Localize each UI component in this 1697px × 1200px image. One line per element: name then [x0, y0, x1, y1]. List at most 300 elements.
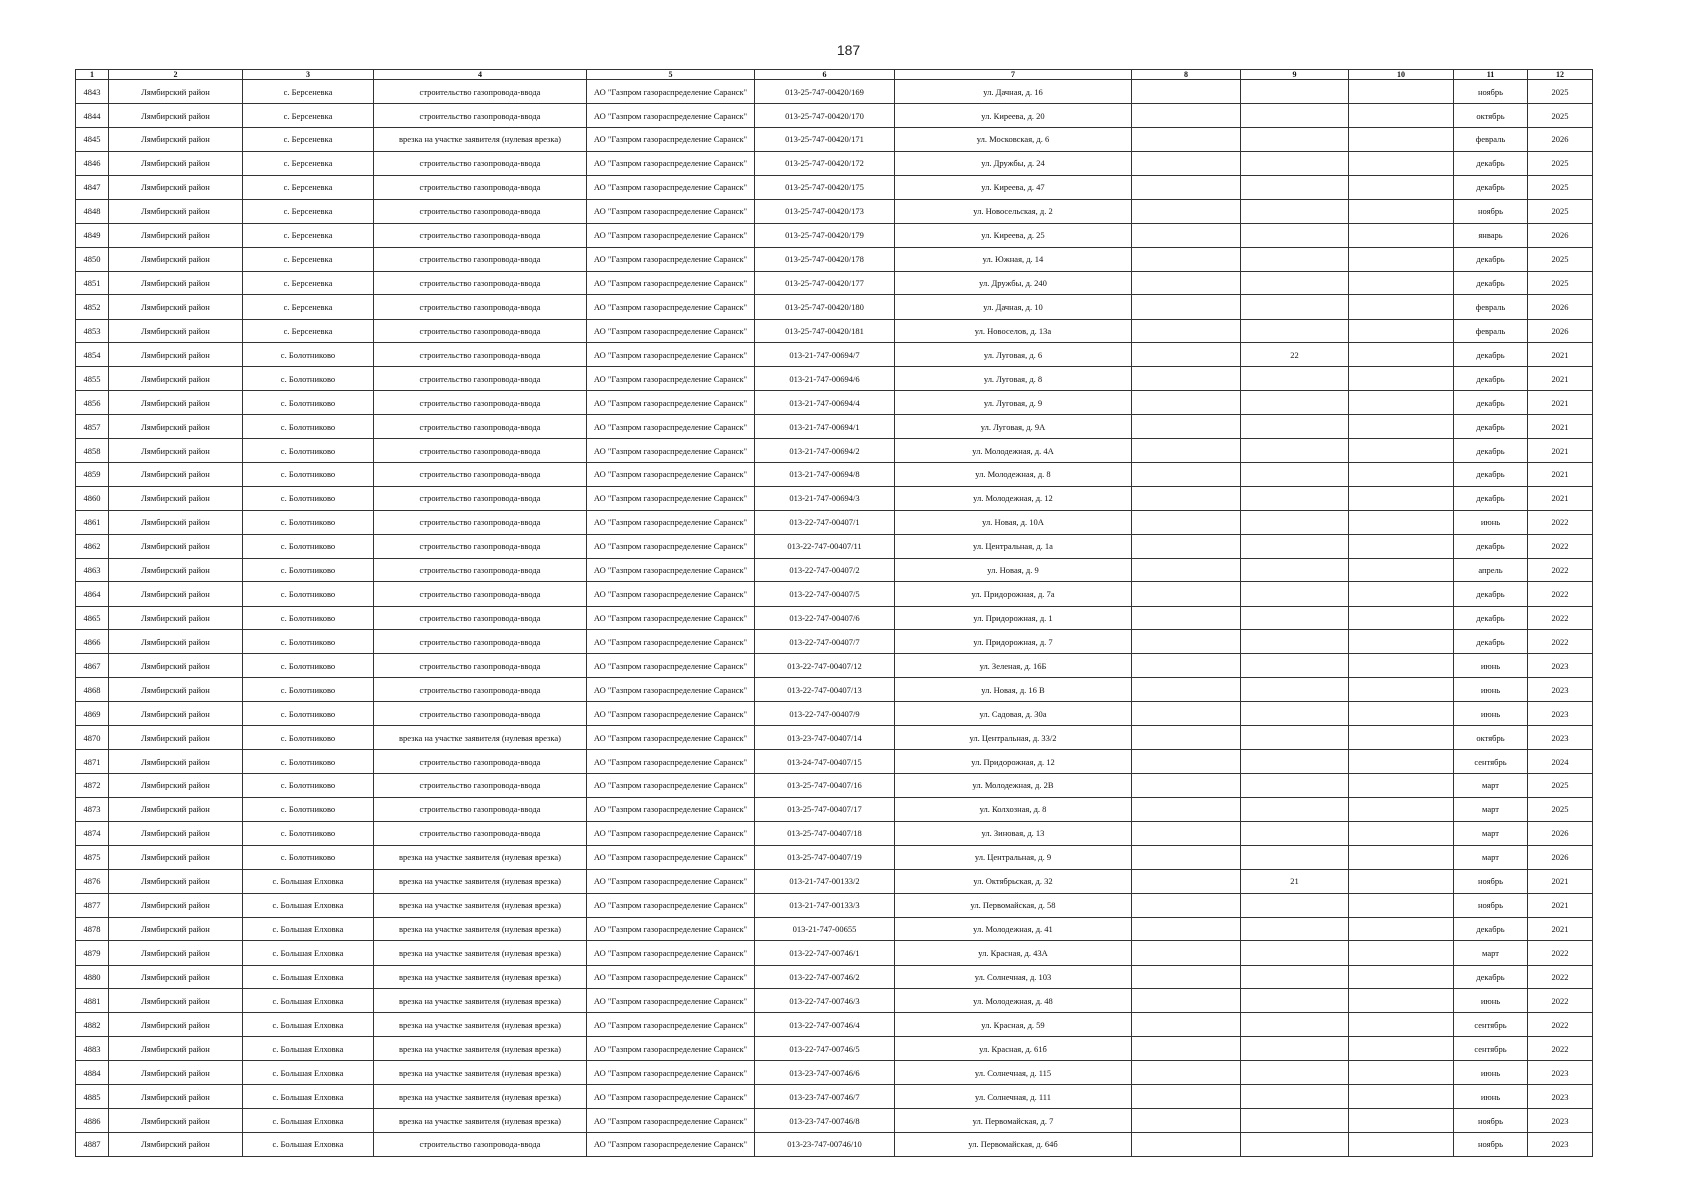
cell-contract-number: 013-25-747-00420/173	[755, 199, 895, 223]
cell-col-10	[1349, 151, 1454, 175]
cell-year: 2022	[1528, 965, 1593, 989]
cell-col-10	[1349, 1109, 1454, 1133]
cell-district: Лямбирский район	[109, 582, 243, 606]
cell-row-number: 4880	[76, 965, 109, 989]
cell-year: 2021	[1528, 486, 1593, 510]
cell-work-type: строительство газопровода-ввода	[374, 606, 587, 630]
cell-col-8	[1132, 989, 1241, 1013]
cell-contract-number: 013-23-747-00746/8	[755, 1109, 895, 1133]
cell-col-8	[1132, 893, 1241, 917]
cell-organization: АО "Газпром газораспределение Саранск"	[587, 463, 755, 487]
cell-district: Лямбирский район	[109, 295, 243, 319]
cell-district: Лямбирский район	[109, 558, 243, 582]
cell-year: 2022	[1528, 582, 1593, 606]
cell-col-10	[1349, 630, 1454, 654]
cell-organization: АО "Газпром газораспределение Саранск"	[587, 558, 755, 582]
cell-contract-number: 013-23-747-00746/6	[755, 1061, 895, 1085]
cell-month: март	[1454, 845, 1528, 869]
cell-settlement: с. Болотниково	[243, 702, 374, 726]
cell-settlement: с. Болотниково	[243, 822, 374, 846]
cell-year: 2025	[1528, 247, 1593, 271]
cell-col-8	[1132, 1013, 1241, 1037]
table-row	[76, 486, 1593, 510]
cell-col-9	[1241, 606, 1349, 630]
table-row	[76, 1037, 1593, 1061]
cell-settlement: с. Большая Елховка	[243, 1109, 374, 1133]
table-row	[76, 1061, 1593, 1085]
cell-contract-number: 013-22-747-00746/3	[755, 989, 895, 1013]
cell-month: декабрь	[1454, 391, 1528, 415]
cell-row-number: 4879	[76, 941, 109, 965]
cell-settlement: с. Болотниково	[243, 654, 374, 678]
cell-year: 2021	[1528, 438, 1593, 462]
cell-settlement: с. Берсеневка	[243, 151, 374, 175]
cell-settlement: с. Болотниково	[243, 678, 374, 702]
cell-col-10	[1349, 415, 1454, 439]
cell-work-type: врезка на участке заявителя (нулевая врезка)	[374, 869, 587, 893]
cell-organization: АО "Газпром газораспределение Саранск"	[587, 750, 755, 774]
cell-col-10	[1349, 558, 1454, 582]
cell-row-number: 4863	[76, 558, 109, 582]
cell-col-9	[1241, 774, 1349, 798]
cell-contract-number: 013-22-747-00746/1	[755, 941, 895, 965]
table-row	[76, 702, 1593, 726]
cell-contract-number: 013-22-747-00407/1	[755, 510, 895, 534]
cell-address: ул. Луговая, д. 9	[895, 391, 1132, 415]
cell-row-number: 4881	[76, 989, 109, 1013]
gasification-table-container	[75, 69, 1592, 1157]
cell-contract-number: 013-22-747-00746/4	[755, 1013, 895, 1037]
cell-month: март	[1454, 822, 1528, 846]
cell-district: Лямбирский район	[109, 606, 243, 630]
cell-row-number: 4856	[76, 391, 109, 415]
cell-col-8	[1132, 654, 1241, 678]
cell-address: ул. Колхозная, д. 8	[895, 797, 1132, 821]
cell-col-9	[1241, 438, 1349, 462]
cell-year: 2023	[1528, 702, 1593, 726]
cell-contract-number: 013-21-747-00694/1	[755, 415, 895, 439]
cell-col-9	[1241, 127, 1349, 151]
cell-address: ул. Зиновая, д. 13	[895, 822, 1132, 846]
cell-district: Лямбирский район	[109, 1109, 243, 1133]
cell-work-type: строительство газопровода-ввода	[374, 463, 587, 487]
cell-row-number: 4855	[76, 367, 109, 391]
cell-col-8	[1132, 1132, 1241, 1156]
cell-col-8	[1132, 319, 1241, 343]
cell-col-10	[1349, 678, 1454, 702]
cell-col-10	[1349, 104, 1454, 128]
cell-month: июнь	[1454, 654, 1528, 678]
cell-col-9	[1241, 199, 1349, 223]
cell-district: Лямбирский район	[109, 175, 243, 199]
cell-month: декабрь	[1454, 630, 1528, 654]
cell-row-number: 4865	[76, 606, 109, 630]
cell-work-type: строительство газопровода-ввода	[374, 104, 587, 128]
cell-year: 2025	[1528, 80, 1593, 104]
table-row	[76, 127, 1593, 151]
cell-organization: АО "Газпром газораспределение Саранск"	[587, 319, 755, 343]
cell-contract-number: 013-22-747-00407/6	[755, 606, 895, 630]
cell-address: ул. Солнечная, д. 115	[895, 1061, 1132, 1085]
cell-work-type: врезка на участке заявителя (нулевая врезка)	[374, 1109, 587, 1133]
cell-work-type: строительство газопровода-ввода	[374, 678, 587, 702]
cell-organization: АО "Газпром газораспределение Саранск"	[587, 893, 755, 917]
cell-work-type: строительство газопровода-ввода	[374, 295, 587, 319]
cell-contract-number: 013-22-747-00407/5	[755, 582, 895, 606]
cell-contract-number: 013-22-747-00407/2	[755, 558, 895, 582]
cell-contract-number: 013-25-747-00420/179	[755, 223, 895, 247]
cell-col-9	[1241, 582, 1349, 606]
cell-col-8	[1132, 104, 1241, 128]
cell-work-type: строительство газопровода-ввода	[374, 223, 587, 247]
cell-col-10	[1349, 1013, 1454, 1037]
cell-month: июнь	[1454, 1061, 1528, 1085]
cell-col-10	[1349, 774, 1454, 798]
cell-address: ул. Луговая, д. 6	[895, 343, 1132, 367]
cell-col-10	[1349, 702, 1454, 726]
cell-district: Лямбирский район	[109, 750, 243, 774]
cell-col-9	[1241, 391, 1349, 415]
cell-address: ул. Дачная, д. 10	[895, 295, 1132, 319]
cell-address: ул. Дружбы, д. 240	[895, 271, 1132, 295]
cell-contract-number: 013-23-747-00407/14	[755, 726, 895, 750]
cell-row-number: 4848	[76, 199, 109, 223]
cell-contract-number: 013-25-747-00420/169	[755, 80, 895, 104]
cell-row-number: 4850	[76, 247, 109, 271]
cell-organization: АО "Газпром газораспределение Саранск"	[587, 606, 755, 630]
cell-work-type: строительство газопровода-ввода	[374, 750, 587, 774]
cell-work-type: строительство газопровода-ввода	[374, 582, 587, 606]
cell-work-type: строительство газопровода-ввода	[374, 271, 587, 295]
cell-month: ноябрь	[1454, 80, 1528, 104]
cell-row-number: 4849	[76, 223, 109, 247]
cell-district: Лямбирский район	[109, 1084, 243, 1108]
cell-col-9	[1241, 630, 1349, 654]
cell-year: 2022	[1528, 534, 1593, 558]
cell-address: ул. Центральная, д. 1а	[895, 534, 1132, 558]
cell-col-8	[1132, 510, 1241, 534]
cell-row-number: 4867	[76, 654, 109, 678]
cell-year: 2021	[1528, 415, 1593, 439]
cell-col-10	[1349, 343, 1454, 367]
cell-district: Лямбирский район	[109, 127, 243, 151]
cell-settlement: с. Большая Елховка	[243, 1037, 374, 1061]
cell-col-9	[1241, 295, 1349, 319]
cell-col-9	[1241, 1061, 1349, 1085]
cell-district: Лямбирский район	[109, 654, 243, 678]
cell-address: ул. Первомайская, д. 7	[895, 1109, 1132, 1133]
cell-year: 2025	[1528, 271, 1593, 295]
cell-month: декабрь	[1454, 486, 1528, 510]
cell-organization: АО "Газпром газораспределение Саранск"	[587, 582, 755, 606]
cell-col-10	[1349, 534, 1454, 558]
cell-row-number: 4864	[76, 582, 109, 606]
cell-organization: АО "Газпром газораспределение Саранск"	[587, 869, 755, 893]
cell-row-number: 4871	[76, 750, 109, 774]
cell-row-number: 4878	[76, 917, 109, 941]
table-row	[76, 917, 1593, 941]
cell-contract-number: 013-25-747-00420/178	[755, 247, 895, 271]
cell-work-type: строительство газопровода-ввода	[374, 343, 587, 367]
cell-year: 2023	[1528, 654, 1593, 678]
cell-col-8	[1132, 199, 1241, 223]
cell-contract-number: 013-21-747-00694/4	[755, 391, 895, 415]
cell-address: ул. Солнечная, д. 111	[895, 1084, 1132, 1108]
cell-col-8	[1132, 343, 1241, 367]
gasification-table	[75, 69, 1593, 1157]
table-row	[76, 1013, 1593, 1037]
cell-settlement: с. Большая Елховка	[243, 869, 374, 893]
cell-contract-number: 013-25-747-00407/18	[755, 822, 895, 846]
cell-year: 2021	[1528, 367, 1593, 391]
cell-address: ул. Киреева, д. 25	[895, 223, 1132, 247]
cell-col-8	[1132, 247, 1241, 271]
cell-work-type: врезка на участке заявителя (нулевая врезка)	[374, 941, 587, 965]
cell-col-8	[1132, 822, 1241, 846]
cell-district: Лямбирский район	[109, 199, 243, 223]
cell-month: декабрь	[1454, 247, 1528, 271]
cell-col-8	[1132, 606, 1241, 630]
cell-col-8	[1132, 367, 1241, 391]
cell-district: Лямбирский район	[109, 726, 243, 750]
cell-row-number: 4866	[76, 630, 109, 654]
table-row	[76, 1109, 1593, 1133]
cell-work-type: строительство газопровода-ввода	[374, 630, 587, 654]
cell-address: ул. Придорожная, д. 7а	[895, 582, 1132, 606]
cell-work-type: строительство газопровода-ввода	[374, 510, 587, 534]
cell-col-9	[1241, 151, 1349, 175]
cell-organization: АО "Газпром газораспределение Саранск"	[587, 486, 755, 510]
cell-month: ноябрь	[1454, 893, 1528, 917]
cell-col-8	[1132, 295, 1241, 319]
cell-col-9	[1241, 415, 1349, 439]
cell-month: ноябрь	[1454, 1132, 1528, 1156]
cell-col-8	[1132, 774, 1241, 798]
cell-work-type: врезка на участке заявителя (нулевая врезка)	[374, 127, 587, 151]
cell-contract-number: 013-21-747-00694/6	[755, 367, 895, 391]
table-row	[76, 271, 1593, 295]
cell-month: октябрь	[1454, 726, 1528, 750]
cell-month: декабрь	[1454, 582, 1528, 606]
cell-settlement: с. Большая Елховка	[243, 941, 374, 965]
cell-work-type: строительство газопровода-ввода	[374, 438, 587, 462]
cell-settlement: с. Большая Елховка	[243, 965, 374, 989]
cell-contract-number: 013-23-747-00746/7	[755, 1084, 895, 1108]
cell-col-9	[1241, 558, 1349, 582]
cell-district: Лямбирский район	[109, 917, 243, 941]
cell-organization: АО "Газпром газораспределение Саранск"	[587, 127, 755, 151]
cell-col-9	[1241, 463, 1349, 487]
cell-organization: АО "Газпром газораспределение Саранск"	[587, 726, 755, 750]
cell-address: ул. Молодежная, д. 41	[895, 917, 1132, 941]
cell-organization: АО "Газпром газораспределение Саранск"	[587, 343, 755, 367]
cell-year: 2022	[1528, 1013, 1593, 1037]
table-row	[76, 822, 1593, 846]
cell-address: ул. Южная, д. 14	[895, 247, 1132, 271]
cell-year: 2025	[1528, 797, 1593, 821]
cell-settlement: с. Болотниково	[243, 845, 374, 869]
cell-year: 2022	[1528, 941, 1593, 965]
cell-year: 2022	[1528, 630, 1593, 654]
cell-settlement: с. Берсеневка	[243, 104, 374, 128]
cell-settlement: с. Берсеневка	[243, 247, 374, 271]
cell-settlement: с. Берсеневка	[243, 175, 374, 199]
cell-col-9	[1241, 965, 1349, 989]
cell-address: ул. Центральная, д. 9	[895, 845, 1132, 869]
cell-settlement: с. Болотниково	[243, 606, 374, 630]
cell-work-type: строительство газопровода-ввода	[374, 367, 587, 391]
table-row	[76, 175, 1593, 199]
table-row	[76, 438, 1593, 462]
cell-settlement: с. Большая Елховка	[243, 1084, 374, 1108]
cell-work-type: строительство газопровода-ввода	[374, 774, 587, 798]
table-row	[76, 845, 1593, 869]
cell-year: 2021	[1528, 391, 1593, 415]
column-header-1: 1	[76, 70, 109, 80]
cell-address: ул. Придорожная, д. 7	[895, 630, 1132, 654]
cell-month: март	[1454, 797, 1528, 821]
table-row	[76, 295, 1593, 319]
cell-year: 2026	[1528, 319, 1593, 343]
cell-work-type: строительство газопровода-ввода	[374, 822, 587, 846]
cell-address: ул. Дачная, д. 16	[895, 80, 1132, 104]
cell-contract-number: 013-25-747-00420/177	[755, 271, 895, 295]
page-number: 187	[836, 42, 861, 58]
cell-organization: АО "Газпром газораспределение Саранск"	[587, 295, 755, 319]
table-row	[76, 893, 1593, 917]
cell-organization: АО "Газпром газораспределение Саранск"	[587, 774, 755, 798]
cell-year: 2025	[1528, 199, 1593, 223]
cell-month: декабрь	[1454, 367, 1528, 391]
cell-organization: АО "Газпром газораспределение Саранск"	[587, 965, 755, 989]
cell-col-9	[1241, 1132, 1349, 1156]
table-row	[76, 510, 1593, 534]
cell-work-type: строительство газопровода-ввода	[374, 319, 587, 343]
cell-address: ул. Красная, д. 43А	[895, 941, 1132, 965]
cell-row-number: 4843	[76, 80, 109, 104]
cell-col-10	[1349, 463, 1454, 487]
cell-work-type: врезка на участке заявителя (нулевая врезка)	[374, 1084, 587, 1108]
cell-col-9	[1241, 750, 1349, 774]
cell-col-10	[1349, 367, 1454, 391]
cell-work-type: врезка на участке заявителя (нулевая врезка)	[374, 965, 587, 989]
cell-month: июнь	[1454, 702, 1528, 726]
cell-work-type: врезка на участке заявителя (нулевая врезка)	[374, 893, 587, 917]
cell-month: ноябрь	[1454, 869, 1528, 893]
cell-district: Лямбирский район	[109, 510, 243, 534]
cell-row-number: 4885	[76, 1084, 109, 1108]
header-row	[76, 70, 1593, 80]
cell-organization: АО "Газпром газораспределение Саранск"	[587, 1132, 755, 1156]
cell-col-9	[1241, 917, 1349, 941]
cell-row-number: 4852	[76, 295, 109, 319]
cell-settlement: с. Болотниково	[243, 797, 374, 821]
cell-col-9	[1241, 223, 1349, 247]
cell-contract-number: 013-22-747-00746/5	[755, 1037, 895, 1061]
cell-work-type: строительство газопровода-ввода	[374, 486, 587, 510]
cell-contract-number: 013-21-747-00694/3	[755, 486, 895, 510]
cell-work-type: врезка на участке заявителя (нулевая врезка)	[374, 989, 587, 1013]
cell-settlement: с. Болотниково	[243, 463, 374, 487]
cell-col-10	[1349, 127, 1454, 151]
cell-month: март	[1454, 941, 1528, 965]
column-header-6: 6	[755, 70, 895, 80]
cell-col-10	[1349, 893, 1454, 917]
cell-district: Лямбирский район	[109, 1132, 243, 1156]
cell-organization: АО "Газпром газораспределение Саранск"	[587, 1084, 755, 1108]
column-header-7: 7	[895, 70, 1132, 80]
cell-address: ул. Новая, д. 9	[895, 558, 1132, 582]
cell-address: ул. Молодежная, д. 48	[895, 989, 1132, 1013]
cell-col-8	[1132, 127, 1241, 151]
cell-year: 2021	[1528, 893, 1593, 917]
cell-year: 2023	[1528, 1084, 1593, 1108]
cell-col-9	[1241, 486, 1349, 510]
cell-organization: АО "Газпром газораспределение Саранск"	[587, 917, 755, 941]
cell-col-9	[1241, 247, 1349, 271]
cell-month: декабрь	[1454, 271, 1528, 295]
cell-district: Лямбирский район	[109, 391, 243, 415]
cell-work-type: строительство газопровода-ввода	[374, 391, 587, 415]
cell-col-9	[1241, 510, 1349, 534]
cell-month: октябрь	[1454, 104, 1528, 128]
cell-row-number: 4874	[76, 822, 109, 846]
cell-row-number: 4857	[76, 415, 109, 439]
cell-col-10	[1349, 822, 1454, 846]
cell-year: 2021	[1528, 343, 1593, 367]
cell-year: 2023	[1528, 726, 1593, 750]
cell-col-10	[1349, 726, 1454, 750]
cell-col-8	[1132, 965, 1241, 989]
cell-district: Лямбирский район	[109, 797, 243, 821]
cell-col-9	[1241, 845, 1349, 869]
cell-month: апрель	[1454, 558, 1528, 582]
cell-col-8	[1132, 582, 1241, 606]
table-row	[76, 989, 1593, 1013]
cell-month: ноябрь	[1454, 199, 1528, 223]
cell-work-type: строительство газопровода-ввода	[374, 1132, 587, 1156]
cell-row-number: 4845	[76, 127, 109, 151]
cell-contract-number: 013-25-747-00407/16	[755, 774, 895, 798]
cell-col-9	[1241, 678, 1349, 702]
cell-col-9	[1241, 104, 1349, 128]
cell-district: Лямбирский район	[109, 893, 243, 917]
cell-organization: АО "Газпром газораспределение Саранск"	[587, 391, 755, 415]
cell-col-8	[1132, 1109, 1241, 1133]
cell-organization: АО "Газпром газораспределение Саранск"	[587, 199, 755, 223]
cell-settlement: с. Болотниково	[243, 774, 374, 798]
cell-address: ул. Новая, д. 16 В	[895, 678, 1132, 702]
cell-year: 2022	[1528, 1037, 1593, 1061]
cell-contract-number: 013-22-747-00407/11	[755, 534, 895, 558]
cell-district: Лямбирский район	[109, 989, 243, 1013]
cell-year: 2022	[1528, 989, 1593, 1013]
cell-col-10	[1349, 654, 1454, 678]
table-row	[76, 869, 1593, 893]
cell-organization: АО "Газпром газораспределение Саранск"	[587, 822, 755, 846]
cell-col-10	[1349, 917, 1454, 941]
cell-year: 2026	[1528, 223, 1593, 247]
cell-district: Лямбирский район	[109, 1013, 243, 1037]
cell-district: Лямбирский район	[109, 247, 243, 271]
cell-month: декабрь	[1454, 343, 1528, 367]
cell-month: декабрь	[1454, 151, 1528, 175]
table-row	[76, 941, 1593, 965]
cell-organization: АО "Газпром газораспределение Саранск"	[587, 1013, 755, 1037]
cell-year: 2021	[1528, 869, 1593, 893]
cell-row-number: 4877	[76, 893, 109, 917]
cell-col-8	[1132, 702, 1241, 726]
